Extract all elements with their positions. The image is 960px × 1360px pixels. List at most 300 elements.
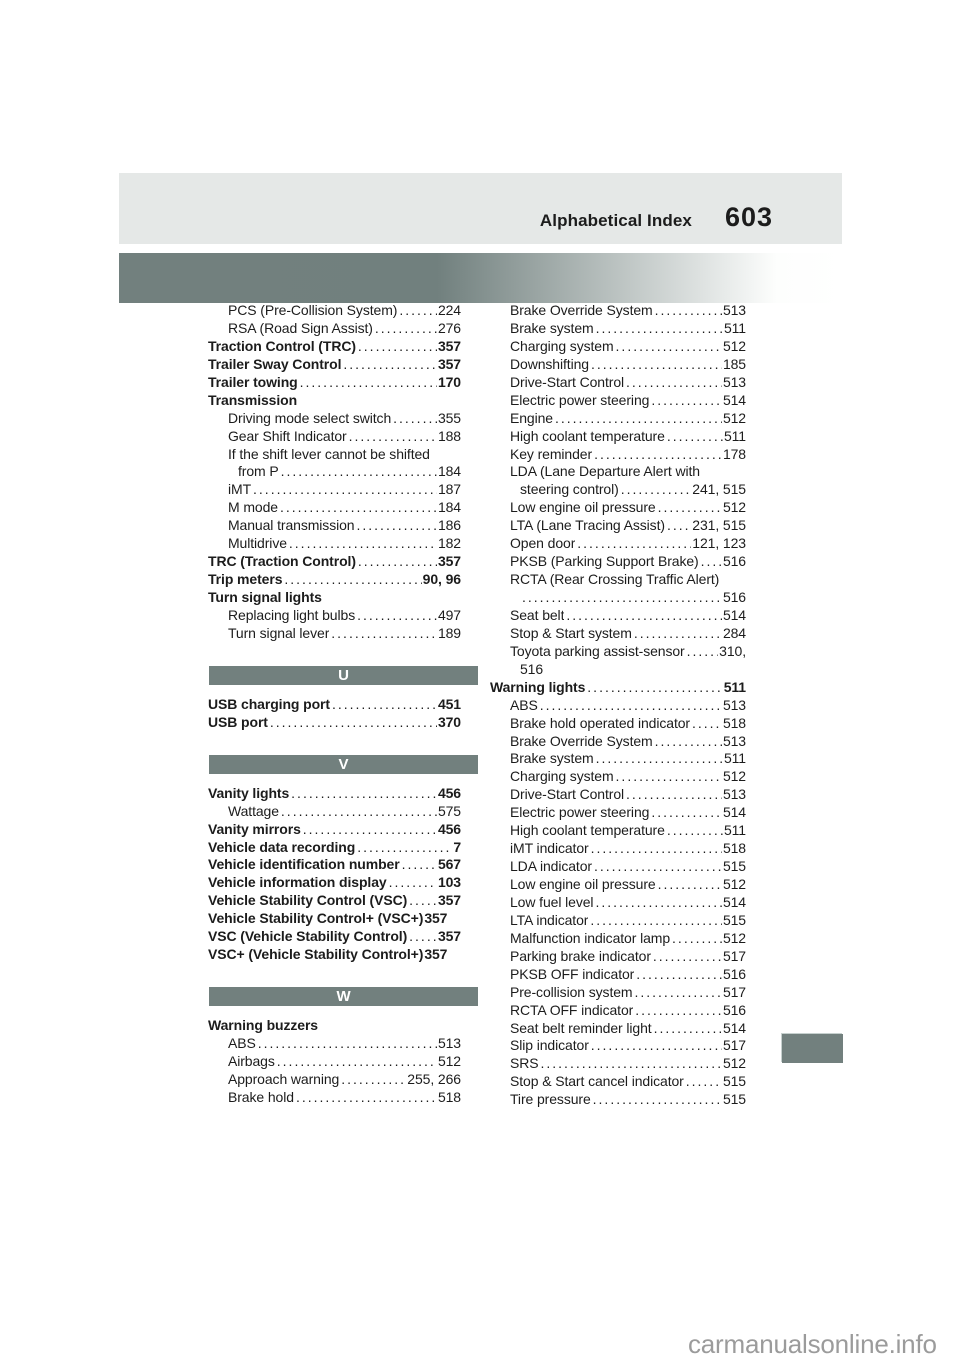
index-entry: [490, 1091, 746, 1109]
entry-page-number: 357: [437, 337, 461, 354]
dot-leader: [402, 856, 437, 874]
section-gradient-bar: [119, 253, 842, 303]
entry-page-number: 310,: [719, 642, 746, 659]
index-entry: [208, 1089, 461, 1107]
entry-page-number: 511: [723, 750, 746, 767]
index-entry: [490, 428, 746, 446]
entry-label: Charging system: [510, 768, 614, 785]
entry-label: Brake system: [510, 750, 594, 767]
entry-page-number: 512: [722, 768, 746, 785]
entry-page-number: 515: [722, 1073, 746, 1090]
entry-label: TRC (Traction Control): [208, 553, 356, 570]
index-entry: [490, 392, 746, 410]
index-entry: [490, 912, 746, 930]
index-entry: [208, 589, 461, 607]
index-entry: [208, 481, 461, 499]
entry-label: Drive-Start Control: [510, 786, 625, 803]
index-entry: [490, 625, 746, 643]
entry-page-number: 187: [437, 481, 461, 498]
entry-label: Vanity lights: [208, 784, 290, 801]
entry-page-number: 121, 123: [692, 535, 746, 552]
entry-page-number: 513: [722, 732, 746, 749]
index-entry: [490, 553, 746, 571]
entry-label: Vehicle data recording: [208, 838, 356, 855]
dot-leader: [667, 822, 723, 840]
dot-leader: [357, 839, 452, 857]
index-entry: [490, 607, 746, 625]
dot-leader: [701, 553, 722, 571]
dot-leader: [522, 589, 722, 607]
index-entry: [208, 320, 461, 338]
index-entry: [490, 517, 746, 535]
index-entry: [208, 607, 461, 625]
entry-label: Replacing light bulbs: [228, 606, 356, 623]
entry-label: RSA (Road Sign Assist): [228, 319, 373, 336]
index-entry: [490, 715, 746, 733]
entry-label: Gear Shift Indicator: [228, 427, 347, 444]
dot-leader: [253, 481, 437, 499]
entry-label: Trip meters: [208, 571, 283, 588]
index-entry: [490, 499, 746, 517]
entry-label: Brake system: [510, 319, 594, 336]
dot-leader: [591, 1037, 722, 1055]
index-entry: [208, 1017, 461, 1035]
section-letter: W: [336, 988, 351, 1006]
index-entry: [490, 589, 746, 607]
entry-label: steering control): [520, 481, 619, 498]
dot-leader: [375, 320, 437, 338]
entry-label: RCTA (Rear Crossing Traffic Alert): [510, 571, 720, 588]
entry-page-number: 451: [437, 695, 461, 712]
entry-label: Downshifting: [510, 355, 589, 372]
index-entry: [208, 874, 461, 892]
index-entry: [490, 1037, 746, 1055]
index-entry: [490, 679, 746, 697]
entry-page-number: 178: [722, 445, 746, 462]
dot-leader: [621, 481, 692, 499]
dot-leader: [655, 302, 722, 320]
dot-leader: [540, 697, 722, 715]
entry-label: USB charging port: [208, 695, 330, 712]
dot-leader: [577, 535, 691, 553]
dot-leader: [626, 786, 722, 804]
entry-page-number: 357: [437, 553, 461, 570]
dot-leader: [332, 696, 437, 714]
dot-leader: [692, 715, 722, 733]
dot-leader: [555, 410, 722, 428]
entry-label: Tire pressure: [510, 1091, 591, 1108]
entry-label: Toyota parking assist-sensor: [510, 642, 685, 659]
entry-label: High coolant temperature: [510, 427, 665, 444]
index-entry: [208, 839, 461, 857]
entry-label: Manual transmission: [228, 517, 355, 534]
index-entry: [490, 966, 746, 984]
dot-leader: [594, 446, 722, 464]
entry-label: Slip indicator: [510, 1037, 589, 1054]
index-entry: [490, 930, 746, 948]
entry-label: Brake hold operated indicator: [510, 714, 690, 731]
entry-page-number: 188: [437, 427, 461, 444]
entry-label: Drive-Start Control: [510, 373, 625, 390]
index-entry: [208, 302, 461, 320]
entry-page-number: 184: [437, 499, 461, 516]
dot-leader: [409, 928, 437, 946]
dot-leader: [281, 463, 437, 481]
entry-page-number: 515: [722, 1091, 746, 1108]
dot-leader: [672, 930, 722, 948]
index-entry: [208, 821, 461, 839]
entry-label: Vehicle information display: [208, 874, 387, 891]
entry-label: PKSB (Parking Support Brake): [510, 553, 699, 570]
entry-page-number: 513: [722, 786, 746, 803]
entry-page-number: 514: [722, 606, 746, 623]
dot-leader: [289, 535, 437, 553]
entry-label: 516: [520, 660, 544, 677]
entry-page-number: 189: [437, 624, 461, 641]
index-entry: [490, 786, 746, 804]
index-entry: [208, 517, 461, 535]
index-right-column: [490, 302, 746, 1109]
entry-page-number: 241, 515: [692, 481, 746, 498]
index-entry: [208, 1071, 461, 1089]
dot-leader: [593, 1091, 722, 1109]
entry-label: RCTA OFF indicator: [510, 1001, 634, 1018]
entry-label: Transmission: [208, 391, 298, 408]
entry-page-number: 185: [722, 355, 746, 372]
entry-label: Turn signal lever: [228, 624, 330, 641]
index-entry: [490, 984, 746, 1002]
dot-leader: [596, 750, 723, 768]
entry-page-number: 517: [722, 947, 746, 964]
entry-page-number: 456: [437, 820, 461, 837]
index-entry: [208, 928, 461, 946]
dot-leader: [616, 768, 722, 786]
index-left-column: [208, 302, 461, 1107]
section-header-w: [209, 987, 478, 1006]
entry-page-number: 276: [437, 319, 461, 336]
index-entry: [208, 463, 461, 481]
index-entry: [208, 910, 461, 928]
dot-leader: [595, 894, 722, 912]
entry-label: Seat belt reminder light: [510, 1019, 652, 1036]
dot-leader: [399, 302, 437, 320]
dot-leader: [280, 499, 437, 517]
entry-label: Vehicle Stability Control+ (VSC+): [208, 910, 424, 927]
dot-leader: [341, 1071, 406, 1089]
dot-leader: [277, 1053, 437, 1071]
entry-page-number: 515: [722, 911, 746, 928]
index-entry: [490, 1055, 746, 1073]
index-entry: [490, 410, 746, 428]
index-entry: [208, 785, 461, 803]
section-letter: V: [338, 755, 349, 773]
entry-page-number: 513: [722, 696, 746, 713]
entry-page-number: 184: [437, 463, 461, 480]
dot-leader: [658, 499, 722, 517]
dot-leader: [357, 607, 437, 625]
dot-leader: [303, 821, 437, 839]
entry-page-number: 512: [722, 409, 746, 426]
entry-label: High coolant temperature: [510, 822, 665, 839]
entry-label: LDA (Lane Departure Alert with: [510, 463, 700, 480]
entry-page-number: 514: [722, 804, 746, 821]
entry-label: from P: [238, 463, 279, 480]
entry-label: Seat belt: [510, 606, 565, 623]
dot-leader: [296, 1089, 437, 1107]
entry-page-number: 103: [437, 874, 461, 891]
entry-page-number: 512: [722, 499, 746, 516]
index-entry: [490, 356, 746, 374]
index-entry: [490, 1002, 746, 1020]
section-header-u: [209, 666, 478, 685]
index-entry: [490, 571, 746, 589]
entry-label: ABS: [228, 1035, 256, 1051]
entry-page-number: 517: [722, 1037, 746, 1054]
entry-label: VSC (Vehicle Stability Control): [208, 928, 408, 945]
index-entry: [208, 535, 461, 553]
entry-page-number: 224: [437, 302, 461, 318]
entry-page-number: 357: [437, 355, 461, 372]
dot-leader: [358, 338, 437, 356]
dot-leader: [636, 966, 722, 984]
dot-leader: [626, 374, 722, 392]
index-entry: [490, 858, 746, 876]
entry-label: Electric power steering: [510, 804, 650, 821]
dot-leader: [393, 410, 437, 428]
dot-leader: [596, 320, 723, 338]
index-entry: [490, 320, 746, 338]
dot-leader: [291, 785, 437, 803]
dot-leader: [284, 571, 421, 589]
dot-leader: [653, 948, 722, 966]
dot-leader: [635, 1002, 722, 1020]
index-entry: [490, 822, 746, 840]
entry-label: Stop & Start cancel indicator: [510, 1073, 684, 1090]
index-entry: [208, 374, 461, 392]
entry-label: Vanity mirrors: [208, 820, 301, 837]
dot-leader: [594, 858, 722, 876]
entry-page-number: 567: [437, 856, 461, 873]
index-entry: [208, 892, 461, 910]
entry-label: Low engine oil pressure: [510, 876, 656, 892]
index-entry: [208, 803, 461, 821]
index-entry: [208, 338, 461, 356]
index-entry: [490, 338, 746, 356]
entry-label: LTA indicator: [510, 911, 589, 928]
dot-leader: [343, 356, 437, 374]
index-entry: [208, 1035, 461, 1053]
index-entry: [490, 481, 746, 499]
entry-page-number: 357: [424, 910, 448, 927]
entry-page-number: 90, 96: [422, 571, 461, 588]
entry-page-number: 511: [723, 822, 746, 839]
dot-leader: [541, 1055, 722, 1073]
entry-page-number: 512: [722, 929, 746, 946]
entry-page-number: 355: [437, 409, 461, 426]
entry-label: Brake Override System: [510, 732, 653, 749]
dot-leader: [651, 392, 722, 410]
entry-page-number: 514: [722, 1019, 746, 1036]
index-entry: [490, 446, 746, 464]
index-entry: [490, 535, 746, 553]
entry-page-number: 511: [723, 427, 746, 444]
entry-page-number: 231, 515: [692, 517, 746, 534]
entry-page-number: 357: [424, 946, 448, 963]
dot-leader: [331, 625, 437, 643]
entry-page-number: 370: [437, 713, 461, 730]
entry-page-number: 512: [722, 337, 746, 354]
dot-leader: [687, 643, 719, 661]
entry-page-number: 516: [722, 589, 746, 605]
entry-page-number: 182: [437, 535, 461, 552]
index-entry: [490, 697, 746, 715]
dot-leader: [389, 874, 437, 892]
dot-leader: [654, 1020, 722, 1038]
entry-label: Multidrive: [228, 535, 287, 552]
index-entry: [490, 661, 746, 679]
entry-page-number: 511: [723, 319, 746, 336]
index-entry: [208, 696, 461, 714]
page-title: Alphabetical Index: [539, 211, 692, 230]
entry-page-number: 518: [722, 714, 746, 731]
index-entry: [208, 392, 461, 410]
entry-page-number: 514: [722, 893, 746, 910]
dot-leader: [587, 679, 722, 697]
index-entry: [490, 876, 746, 894]
entry-page-number: 516: [722, 1001, 746, 1018]
entry-label: Warning lights: [490, 678, 586, 695]
entry-page-number: 497: [437, 606, 461, 623]
entry-page-number: 575: [437, 802, 461, 819]
index-entry: [490, 1073, 746, 1091]
dot-leader: [616, 338, 722, 356]
index-entry: [208, 499, 461, 517]
entry-label: PKSB OFF indicator: [510, 965, 635, 982]
dot-leader: [591, 840, 722, 858]
section-letter: U: [338, 666, 349, 684]
entry-label: Low fuel level: [510, 893, 594, 910]
entry-label: Pre-collision system: [510, 983, 633, 1000]
entry-label: iMT indicator: [510, 840, 589, 857]
entry-label: Traction Control (TRC): [208, 337, 356, 354]
entry-label: ABS: [510, 696, 538, 713]
entry-page-number: 516: [722, 965, 746, 982]
entry-label: If the shift lever cannot be shifted: [228, 445, 430, 462]
entry-label: SRS: [510, 1055, 539, 1072]
dot-leader: [566, 607, 722, 625]
dot-leader: [281, 803, 437, 821]
entry-page-number: 512: [722, 876, 746, 892]
entry-label: Stop & Start system: [510, 624, 632, 641]
index-entry: [208, 946, 461, 964]
index-entry: [208, 446, 461, 464]
index-entry: [490, 302, 746, 320]
dot-leader: [358, 553, 437, 571]
dot-leader: [686, 1073, 722, 1091]
dot-leader: [357, 517, 437, 535]
dot-leader: [651, 804, 722, 822]
entry-page-number: 284: [722, 624, 746, 641]
entry-label: Wattage: [228, 802, 279, 819]
index-entry: [208, 625, 461, 643]
entry-label: M mode: [228, 499, 278, 516]
dot-leader: [349, 428, 437, 446]
entry-label: Approach warning: [228, 1070, 340, 1087]
index-entry: [490, 733, 746, 751]
entry-label: Airbags: [228, 1052, 275, 1069]
index-entry: [490, 374, 746, 392]
entry-label: VSC+ (Vehicle Stability Control+): [208, 946, 424, 963]
index-entry: [490, 804, 746, 822]
entry-page-number: 513: [722, 302, 746, 318]
index-entry: [208, 410, 461, 428]
index-entry: [490, 948, 746, 966]
entry-page-number: 357: [437, 892, 461, 909]
entry-label: Charging system: [510, 337, 614, 354]
dot-leader: [409, 892, 437, 910]
entry-label: Trailer towing: [208, 373, 298, 390]
page-header-band: [119, 173, 842, 244]
chapter-tab: [782, 1034, 843, 1063]
entry-page-number: 170: [437, 373, 461, 390]
entry-page-number: 513: [722, 373, 746, 390]
dot-leader: [658, 876, 722, 894]
entry-page-number: 516: [722, 553, 746, 570]
index-entry: [490, 463, 746, 481]
dot-leader: [634, 984, 721, 1002]
entry-label: Parking brake indicator: [510, 947, 651, 964]
entry-page-number: 514: [722, 391, 746, 408]
entry-page-number: 517: [722, 983, 746, 1000]
entry-page-number: 7: [453, 838, 461, 855]
index-entry: [208, 356, 461, 374]
entry-label: Warning buzzers: [208, 1017, 318, 1034]
index-entry: [490, 643, 746, 661]
entry-label: Brake Override System: [510, 302, 653, 318]
entry-page-number: 518: [722, 840, 746, 857]
dot-leader: [667, 517, 691, 535]
dot-leader: [258, 1035, 437, 1053]
entry-page-number: 186: [437, 517, 461, 534]
entry-page-number: 511: [723, 678, 746, 695]
entry-label: LDA indicator: [510, 858, 592, 875]
entry-page-number: 512: [722, 1055, 746, 1072]
entry-page-number: 255, 266: [407, 1070, 461, 1087]
page-number: 603: [724, 202, 773, 232]
dot-leader: [667, 428, 723, 446]
entry-page-number: 518: [437, 1088, 461, 1105]
entry-label: Vehicle identification number: [208, 856, 400, 873]
entry-label: Key reminder: [510, 445, 593, 462]
index-entry: [490, 840, 746, 858]
entry-label: PCS (Pre-Collision System): [228, 302, 398, 318]
watermark: carmanualsonline.info: [688, 1329, 937, 1359]
dot-leader: [655, 733, 722, 751]
entry-page-number: 456: [437, 784, 461, 801]
entry-label: Electric power steering: [510, 391, 650, 408]
entry-label: Low engine oil pressure: [510, 499, 656, 516]
entry-label: Trailer Sway Control: [208, 355, 342, 372]
index-entry: [208, 714, 461, 732]
entry-label: Engine: [510, 409, 553, 426]
entry-label: iMT: [228, 481, 252, 498]
entry-page-number: 512: [437, 1052, 461, 1069]
index-entry: [490, 768, 746, 786]
entry-label: Malfunction indicator lamp: [510, 929, 671, 946]
index-entry: [490, 1020, 746, 1038]
dot-leader: [591, 356, 722, 374]
entry-label: Driving mode select switch: [228, 409, 392, 426]
